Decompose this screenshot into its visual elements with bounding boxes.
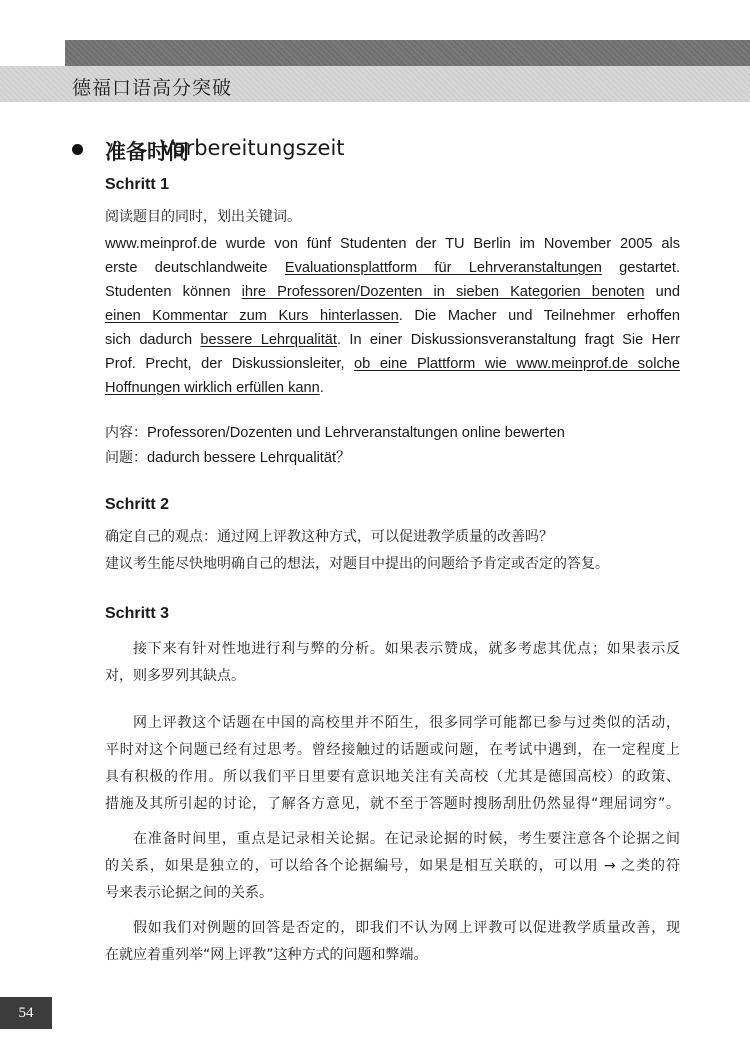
question-line	[105, 446, 351, 467]
step-2-line-1: 确定自己的观点：通过网上评教这种方式，可以促进教学质量的改善吗？	[105, 529, 553, 545]
step-2-heading: Schritt 2	[105, 496, 170, 513]
task-line-3: Studenten können ihre Professoren/Dozenten in sieben Kategorien benoten und	[105, 284, 681, 300]
p2-line-1: 网上评教这个话题在中国的高校里并不陌生，很多同学可能都已参与过类似的活动，	[133, 715, 680, 731]
header-dark-stripe	[65, 40, 750, 66]
step-3-paragraph-3	[105, 826, 680, 907]
content-value: Professoren/Dozenten und Lehrveranstaltungen online bewerten	[147, 425, 565, 441]
p2-line-3: 具有积极的作用。所以我们平日里要有意识地关注有关高校（尤其是德国高校）的政策、	[105, 769, 680, 785]
header-band	[0, 40, 750, 102]
task-line-7: Hoffnungen wirklich erfüllen kann.	[105, 380, 324, 396]
section-heading	[72, 136, 692, 166]
section-heading-de: Vorbereitungszeit	[160, 136, 345, 160]
step-1-task-text	[105, 232, 680, 400]
section-heading-cn: 准备时间	[105, 140, 189, 164]
book-title: 德福口语高分突破	[72, 77, 233, 99]
page-number: 54	[0, 997, 52, 1029]
p3-line-3: 号来表示论据之间的关系。	[105, 885, 273, 901]
question-label: 问题：	[105, 450, 147, 466]
content-line	[105, 422, 565, 442]
step-1-intro: 阅读题目的同时，划出关键词。	[105, 209, 301, 225]
content-label: 内容：	[105, 425, 147, 441]
step-3-paragraph-4	[105, 915, 680, 969]
step-3-heading: Schritt 3	[105, 605, 170, 622]
task-line-2: erste deutschlandweite Evaluationsplattform für Lehrveranstaltungen gestartet.	[105, 260, 681, 276]
p1-line-1: 接下来有针对性地进行利与弊的分析。如果表示赞成，就多考虑其优点；如果表示反	[133, 641, 680, 657]
step-2-text	[105, 524, 680, 578]
task-line-1: www.meinprof.de wurde von fünf Studenten der TU Berlin im November 2005 als	[105, 236, 680, 252]
task-line-6: Prof. Precht, der Diskussionsleiter, ob eine Plattform wie www.meinprof.de solche	[105, 356, 680, 372]
p3-line-2: 的关系，如果是独立的，可以给各个论据编号，如果是相互关联的，可以用 → 之类的符	[105, 858, 680, 874]
p4-line-2: 在就应着重列举“网上评教”这种方式的问题和弊端。	[105, 947, 428, 963]
step-3-paragraph-1	[105, 636, 680, 690]
task-line-5: sich dadurch bessere Lehrqualität. In einer Diskussionsveranstaltung fragt Sie Herr	[105, 332, 680, 348]
p4-line-1: 假如我们对例题的回答是否定的，即我们不认为网上评教可以促进教学质量改善，现	[133, 920, 680, 936]
step-3-paragraph-2	[105, 710, 680, 818]
p2-line-4: 措施及其所引起的讨论，了解各方意见，就不至于答题时搜肠刮肚仍然显得“理屈词穷”。	[105, 796, 680, 812]
task-line-4: einen Kommentar zum Kurs hinterlassen. Die Macher und Teilnehmer erhoffen	[105, 308, 681, 324]
step-1-heading: Schritt 1	[105, 176, 170, 193]
p3-line-1: 在准备时间里，重点是记录相关论据。在记录论据的时候，考生要注意各个论据之间	[133, 831, 680, 847]
p1-line-2: 对，则多罗列其缺点。	[105, 668, 245, 684]
p2-line-2: 平时对这个问题已经有过思考。曾经接触过的话题或问题，在考试中遇到，在一定程度上	[105, 742, 680, 758]
bullet-icon	[72, 144, 83, 155]
question-value: dadurch bessere Lehrqualität？	[147, 450, 351, 466]
step-2-line-2: 建议考生能尽快地明确自己的想法，对题目中提出的问题给予肯定或否定的答复。	[105, 556, 609, 572]
